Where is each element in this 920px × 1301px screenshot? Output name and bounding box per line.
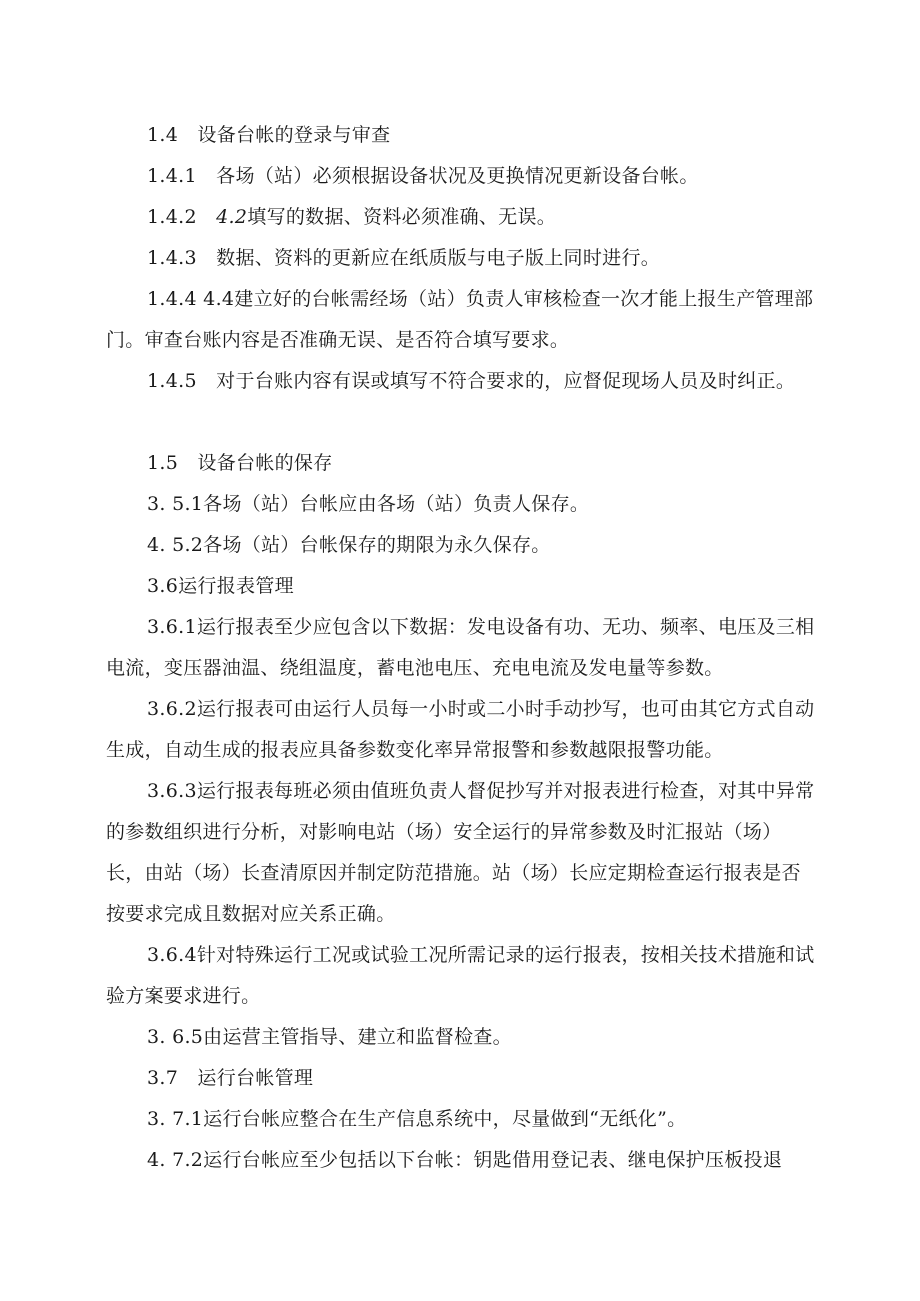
paragraph-7-2: 4. 7.2运行台帐应至少包括以下台帐：钥匙借用登记表、继电保护压板投退 bbox=[147, 1149, 783, 1171]
section-heading-3-7: 3.7 运行台帐管理 bbox=[147, 1067, 314, 1089]
paragraph-1-4-2-italic-number: 4.2 bbox=[216, 206, 248, 228]
paragraph-1-4-2-prefix: 1.4.2 bbox=[147, 206, 217, 228]
paragraph-7-1: 3. 7.1运行台帐应整合在生产信息系统中，尽量做到“无纸化”。 bbox=[147, 1108, 687, 1130]
paragraph-5-2: 4. 5.2各场（站）台帐保存的期限为永久保存。 bbox=[147, 534, 551, 556]
paragraph-1-4-1: 1.4.1 各场（站）必须根据设备状况及更换情况更新设备台帐。 bbox=[147, 165, 699, 187]
section-heading-3-6: 3.6运行报表管理 bbox=[147, 575, 294, 597]
paragraph-3-6-3: 3.6.3运行报表每班必须由值班负责人督促抄写并对报表进行检查，对其中异常的参数组织进行分析，对影响电站（场）安全运行的异常参数及时汇报站（场）长，由站（场）长查清原因并制定防范措施。站（场）长应定期检查运行报表是否按要求完成且数据对应关系正确。 bbox=[106, 780, 815, 925]
paragraph-1-4-4: 1.4.4 4.4建立好的台帐需经场（站）负责人审核检查一次才能上报生产管理部门。审查台账内容是否准确无误、是否符合填写要求。 bbox=[106, 288, 814, 351]
paragraph-3-6-4: 3.6.4针对特殊运行工况或试验工况所需记录的运行报表，按相关技术措施和试验方案要求进行。 bbox=[106, 944, 815, 1007]
paragraph-1-4-3: 1.4.3 数据、资料的更新应在纸质版与电子版上同时进行。 bbox=[147, 247, 661, 269]
section-heading-1-4: 1.4 设备台帐的登录与审查 bbox=[147, 124, 391, 146]
paragraph-6-5: 3. 6.5由运营主管指导、建立和监督检查。 bbox=[147, 1026, 512, 1048]
paragraph-1-4-2-text: 填写的数据、资料必须准确、无误。 bbox=[247, 206, 557, 228]
paragraph-5-1: 3. 5.1各场（站）台帐应由各场（站）负责人保存。 bbox=[147, 493, 590, 515]
paragraph-3-6-1: 3.6.1运行报表至少应包含以下数据：发电设备有功、无功、频率、电压及三相电流，变压器油温、绕组温度，蓄电池电压、充电电流及发电量等参数。 bbox=[106, 616, 815, 679]
paragraph-3-6-2: 3.6.2运行报表可由运行人员每一小时或二小时手动抄写，也可由其它方式自动生成，自动生成的报表应具备参数变化率异常报警和参数越限报警功能。 bbox=[106, 698, 815, 761]
paragraph-1-4-5: 1.4.5 对于台账内容有误或填写不符合要求的，应督促现场人员及时纠正。 bbox=[147, 370, 796, 392]
section-heading-1-5: 1.5 设备台帐的保存 bbox=[147, 452, 333, 474]
paragraph-1-4-2 bbox=[106, 197, 818, 238]
